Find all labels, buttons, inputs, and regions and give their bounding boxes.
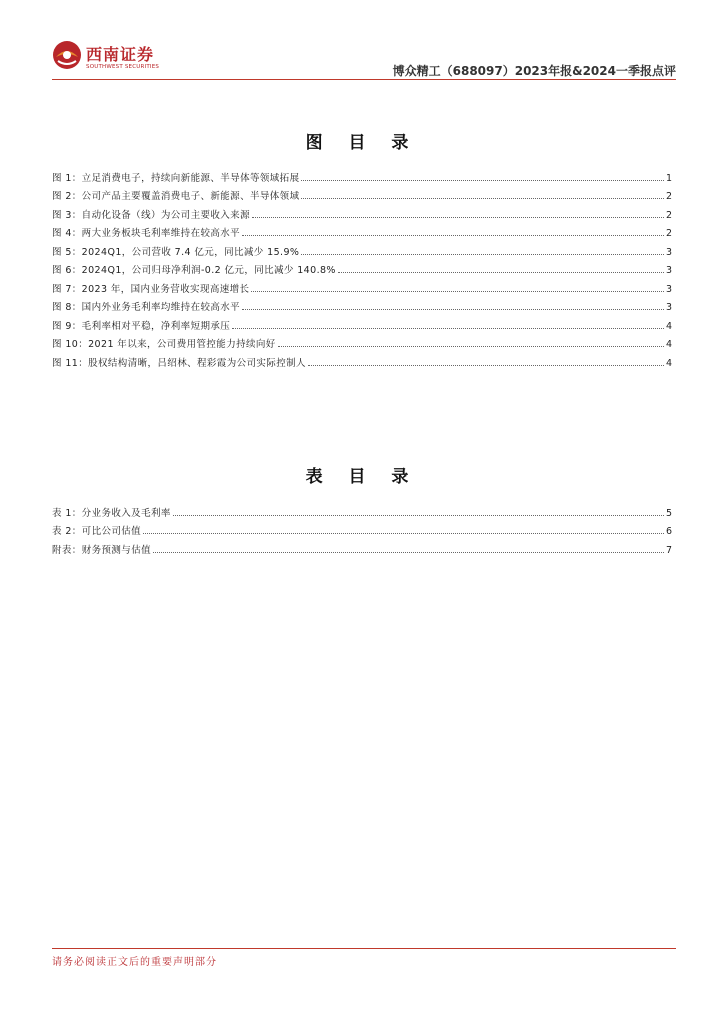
toc-leader-dots	[143, 533, 664, 534]
toc-leader-dots	[242, 235, 664, 236]
toc-entry-page: 4	[665, 320, 672, 332]
toc-entry-page: 3	[665, 265, 672, 276]
figures-toc-title: 图 目 录	[305, 133, 419, 153]
toc-entry[interactable]	[52, 202, 672, 221]
toc-entry-page: 7	[665, 544, 672, 556]
toc-entry[interactable]	[52, 239, 672, 258]
figures-toc-list	[52, 165, 672, 369]
toc-leader-dots	[173, 515, 664, 516]
footer-divider	[52, 948, 676, 949]
toc-entry-page: 3	[665, 283, 672, 295]
toc-entry-label: 图 5：2024Q1，公司营收 7.4 亿元，同比减少 15.9%	[52, 246, 300, 258]
toc-entry-page: 4	[665, 357, 672, 369]
toc-leader-dots	[232, 328, 664, 329]
toc-entry-page: 2	[665, 228, 672, 239]
toc-entry-label: 附表：财务预测与估值	[52, 544, 152, 556]
toc-entry[interactable]	[52, 519, 672, 538]
logo-chinese-name: 西南证券	[86, 45, 155, 64]
toc-entry-label: 图 3：自动化设备（线）为公司主要收入来源	[52, 209, 250, 221]
report-title: 博众精工（688097）2023年报&2024一季报点评	[392, 64, 676, 78]
toc-entry[interactable]	[52, 350, 672, 369]
toc-entry-page: 6	[665, 526, 672, 537]
toc-entry-label: 图 1：立足消费电子，持续向新能源、半导体等领域拓展	[52, 172, 300, 184]
tables-toc-title: 表 目 录	[305, 467, 419, 487]
toc-entry-label: 图 7：2023 年，国内业务营收实现高速增长	[52, 283, 250, 295]
footer-disclaimer-note: 请务必阅读正文后的重要声明部分	[52, 957, 217, 968]
toc-leader-dots	[301, 198, 663, 199]
toc-leader-dots	[242, 309, 664, 310]
toc-leader-dots	[153, 552, 664, 553]
toc-entry[interactable]	[52, 295, 672, 314]
toc-leader-dots	[301, 180, 663, 181]
toc-entry[interactable]	[52, 258, 672, 277]
toc-entry-label: 图 10：2021 年以来，公司费用管控能力持续向好	[52, 339, 276, 350]
toc-entry-page: 3	[665, 246, 672, 258]
toc-leader-dots	[301, 254, 664, 255]
toc-leader-dots	[278, 346, 664, 347]
toc-entry-label: 图 9：毛利率相对平稳，净利率短期承压	[52, 320, 231, 332]
toc-entry-label: 图 4：两大业务板块毛利率维持在较高水平	[52, 228, 241, 239]
toc-entry-label: 图 2：公司产品主要覆盖消费电子、新能源、半导体领域	[52, 191, 300, 202]
toc-entry-page: 2	[665, 209, 672, 221]
toc-leader-dots	[338, 272, 664, 273]
toc-entry[interactable]	[52, 221, 672, 240]
toc-entry[interactable]	[52, 276, 672, 295]
toc-entry-label: 图 8：国内外业务毛利率均维持在较高水平	[52, 302, 241, 313]
toc-entry-label: 图 6：2024Q1，公司归母净利润-0.2 亿元，同比减少 140.8%	[52, 265, 336, 276]
toc-entry-page: 2	[665, 191, 672, 202]
toc-leader-dots	[308, 365, 664, 366]
toc-entry-page: 1	[665, 172, 672, 184]
toc-entry-page: 5	[665, 507, 672, 519]
toc-entry[interactable]	[52, 313, 672, 332]
toc-entry[interactable]	[52, 332, 672, 351]
header-divider	[52, 79, 676, 80]
toc-entry[interactable]	[52, 165, 672, 184]
tables-toc-list	[52, 500, 672, 556]
toc-entry[interactable]	[52, 500, 672, 519]
toc-entry-page: 3	[665, 302, 672, 313]
toc-entry-label: 表 1：分业务收入及毛利率	[52, 507, 171, 519]
toc-entry[interactable]	[52, 537, 672, 556]
company-logo	[52, 40, 192, 76]
toc-leader-dots	[251, 291, 663, 292]
toc-entry-label: 表 2：可比公司估值	[52, 526, 142, 537]
logo-mark-icon	[52, 40, 82, 70]
page-header	[52, 38, 676, 82]
toc-entry-page: 4	[665, 339, 672, 350]
toc-leader-dots	[252, 217, 664, 218]
toc-entry-label: 图 11：股权结构清晰，吕绍林、程彩霞为公司实际控制人	[52, 357, 306, 369]
logo-english-name: SOUTHWEST SECURITIES	[86, 64, 160, 70]
toc-entry[interactable]	[52, 184, 672, 203]
